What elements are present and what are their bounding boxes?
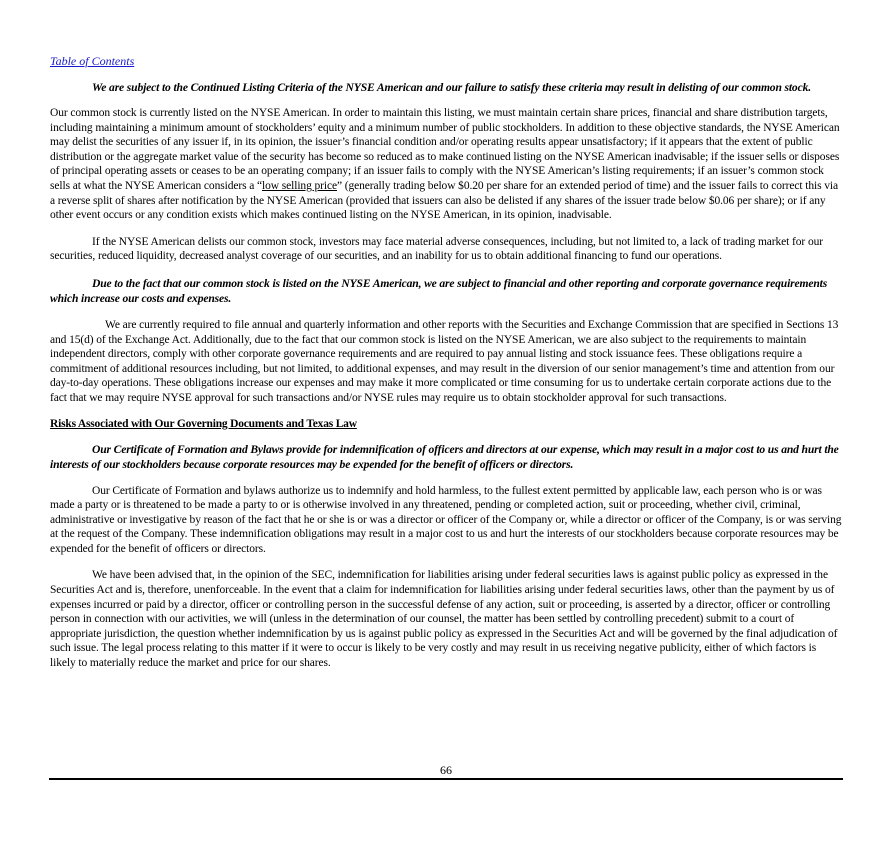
listing-text-start: Our common stock is currently listed on the NYSE American. In order to maintain this listing, we must maintain certain share prices, financial and share distribution targets, including maintaining a minimum amount of stockholders’ equity and a minimum number of public stockholders. In addition to these objective standards, the NYSE American may delist the securities of any issuer if, in its opinion, the issuer’s financial condition and/or operating results appear unsatisfactory; if it appears that the extent of public distribution or the aggregate market value of the security has become so reduced as to make continued listing on the NYSE American inadvisable; if the issuer sells or disposes of principal operating assets or ceases to be an operating company; if an issuer fails to comply with the NYSE American’s listing requirements; if an issuer’s common stock sells at what the NYSE American considers a “ — [50, 107, 840, 192]
footer-rule — [49, 778, 843, 780]
paragraph-delisting-consequences: If the NYSE American delists our common stock, investors may face material adverse consequences, including, but not limited to, a lack of trading market for our securities, reduced liquidity, decreased analyst coverage of our securities, and an inability for us to obtain additional financing to fund our operations. — [50, 235, 823, 263]
paragraph-indemnification-authority: Our Certificate of Formation and bylaws authorize us to indemnify and hold harmless, to the fullest extent permitted by applicable law, each person who is or was made a party or is threatened to be made a party to or is otherwise involved in any threatened, pending or completed action, suit or proceeding, whether civil, criminal, administrative or investigative by reason of the fact that he or she is or was a director or officer of the Company or, while a director or officer of the Company, is or was serving at the request of the Company. These indemnification obligations may result in a major cost to us and hurt the interests of our stockholders because corporate resources may be expended for the benefit of officers or directors. — [50, 484, 842, 555]
paragraph-sec-opinion: We have been advised that, in the opinion of the SEC, indemnification for liabilities arising under federal securities laws is against public policy as expressed in the Securities Act and is, therefore, unenforceable. In the event that a claim for indemnification for liabilities arising under federal securities laws, other than the payment by us of expenses incurred or paid by a director, officer or controlling person in the successful defense of any action, suit or proceeding, is asserted by a director, officer or controlling person in connection with our activities, we will (unless in the determination of our counsel, the matter has been settled by controlling precedent) submit to a court of appropriate jurisdiction, the question whether indemnification by us is against public policy as expressed in the Securities Act and will be governed by the final adjudication of such issue. The legal process relating to this matter if it were to occur is likely to be very costly and may result in us receiving negative publicity, either of which factors is likely to materially reduce the market and price for our shares. — [50, 569, 838, 670]
section-heading-governing-documents: Risks Associated with Our Governing Documents and Texas Law — [50, 417, 357, 430]
risk-heading-nyse-listing: We are subject to the Continued Listing Criteria of the NYSE American and our failure to satisfy these criteria may result in delisting of our common stock. — [92, 81, 811, 94]
low-selling-price-term: low selling price — [262, 179, 337, 192]
paragraph-reporting-obligations: We are currently required to file annual and quarterly information and other reports with the Securities and Exchange Commission that are specified in Sections 13 and 15(d) of the Exchange Act. Additionally, due to the fact that our common stock is listed on the NYSE American, we are also subject to the requirements to maintain independent directors, comply with other corporate governance requirements and are required to pay annual listing and stock issuance fees. These obligations require a commitment of additional resources including, but not limited, to additional expenses, and may result in the diversion of our senior management’s time and attention from our day-to-day operations. These obligations increase our expenses and may make it more complicated or time consuming for us to undertake certain corporate actions due to the fact that we may require NYSE approval for such transactions and/or NYSE rules may require us to obtain stockholder approval for such transactions. — [50, 318, 839, 404]
paragraph-listing-criteria — [50, 106, 842, 223]
page-number: 66 — [440, 763, 452, 777]
document-page — [50, 52, 842, 671]
table-of-contents-link[interactable]: Table of Contents — [50, 54, 135, 68]
risk-heading-reporting-requirements: Due to the fact that our common stock is listed on the NYSE American, we are subject to financial and other reporting and corporate governance requirements which increase our costs and expenses. — [50, 276, 828, 305]
risk-heading-indemnification: Our Certificate of Formation and Bylaws provide for indemnification of officers and directors at our expense, which may result in a major cost to us and hurt the interests of our stockholders because corporate resources may be expended for the benefit of officers or directors. — [50, 442, 839, 471]
listing-text-end: ” (generally trading below $0.20 per share for an extended period of time) and the issuer fails to correct this via a reverse split of shares after notification by the NYSE American (provided that issuers can also be delisted if any shares of the issuer trade below $0.06 per share); or if any other event occurs or any condition exists which makes continued listing on the NYSE American, in its opinion, inadvisable. — [50, 179, 839, 222]
